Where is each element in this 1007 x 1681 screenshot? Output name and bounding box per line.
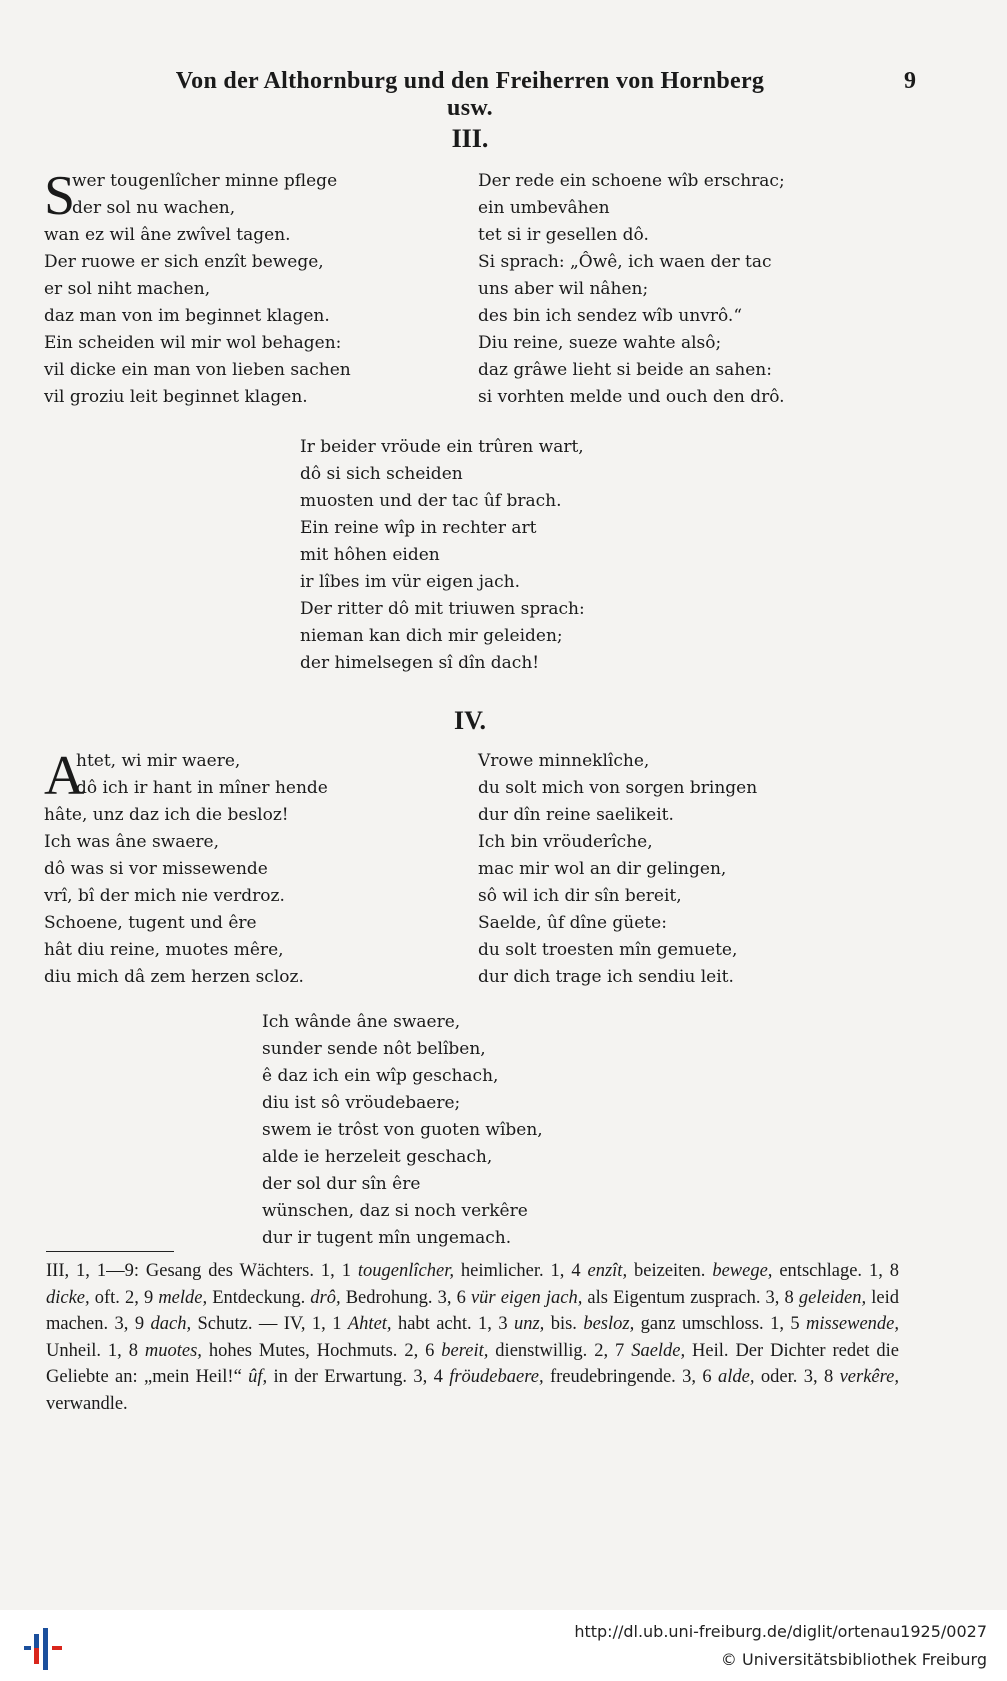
verse-line: vil groziu leit beginnet klagen.: [44, 387, 308, 407]
verse-line: nieman kan dich mir geleiden;: [300, 626, 563, 646]
stanza-iv-1: [44, 745, 328, 991]
copyright-notice: © Universitätsbibliothek Freiburg: [720, 1650, 987, 1669]
footnote-term: bereit,: [441, 1340, 489, 1361]
verse-line: Ein scheiden wil mir wol behagen:: [44, 333, 342, 353]
verse-line: dô was si vor missewende: [44, 859, 268, 879]
footnote-text: freudebringende. 3, 6: [543, 1367, 719, 1387]
footnote-text: ganz umschloss. 1, 5: [634, 1314, 806, 1334]
verse-line: du solt troesten mîn gemuete,: [478, 940, 738, 960]
footnote-text: Gesang des Wächters. 1, 1: [145, 1261, 358, 1281]
verse-line: si vorhten melde und ouch den drô.: [478, 387, 785, 407]
footnote-term: fröudebaere,: [449, 1367, 544, 1387]
footnote-text: oft. 2, 9: [89, 1287, 159, 1308]
footnote-text: Unheil. 1, 8: [46, 1340, 145, 1361]
verse-line: hât diu reine, muotes mêre,: [44, 940, 284, 960]
source-url-link[interactable]: http://dl.ub.uni-freiburg.de/diglit/ortenau1925/0027: [574, 1622, 987, 1641]
verse-line: Saelde, ûf dîne güete:: [478, 913, 667, 933]
footnote-term: unz,: [513, 1314, 545, 1334]
footnote-text: Entdeckung.: [207, 1287, 311, 1308]
footnote-term: ûf,: [248, 1367, 268, 1387]
verse-line: dur dîn reine saelikeit.: [478, 805, 674, 825]
verse-line: sô wil ich dir sîn bereit,: [478, 886, 682, 906]
verse-line: wünschen, daz si noch verkêre: [262, 1201, 528, 1221]
verse-line: ein umbevâhen: [478, 198, 610, 218]
footnote-text: Schutz. — IV, 1, 1: [191, 1314, 348, 1334]
section-heading-iii: III.: [451, 124, 489, 153]
footnote-term: dach,: [150, 1314, 192, 1334]
verse-line: tet si ir gesellen dô.: [478, 225, 649, 245]
page-number: 9: [904, 68, 916, 94]
dropcap-s: S: [44, 165, 76, 227]
footnote-text: Heil. Der Dichter redet die Geliebte an: „mein Heil!“: [46, 1340, 899, 1387]
footnote-term: muotes,: [144, 1340, 202, 1361]
verse-line: ir lîbes im vür eigen jach.: [300, 572, 521, 592]
verse-line: dur ir tugent mîn ungemach.: [262, 1228, 512, 1248]
verse-line: ê daz ich ein wîp geschach,: [262, 1066, 499, 1086]
verse-line: Vrowe minneklîche,: [478, 751, 650, 771]
stanza-iii-3: [300, 434, 585, 677]
footnote-text: dienstwillig. 2, 7: [488, 1340, 632, 1361]
stanza-iii-2: [478, 168, 785, 411]
verse-line: Der ruowe er sich enzît bewege,: [44, 252, 324, 272]
stanza-iv-2: [478, 748, 757, 991]
verse-line: dô si sich scheiden: [300, 464, 463, 484]
verse-line: htet, wi mir waere,: [76, 751, 241, 771]
footnote-text: beizeiten.: [627, 1261, 713, 1281]
library-footer: [0, 1610, 1007, 1681]
verse-line: mac mir wol an dir gelingen,: [478, 859, 727, 879]
running-title: Von der Althornburg und den Freiherren von Hornberg usw.: [175, 68, 765, 121]
verse-line: der himelsegen sî dîn dach!: [300, 653, 540, 673]
verse-line: alde ie herzeleit geschach,: [262, 1147, 493, 1167]
verse-line: mit hôhen eiden: [300, 545, 440, 565]
footnote-term: alde,: [718, 1367, 755, 1387]
verse-line: wer tougenlîcher minne pflege: [72, 171, 338, 191]
footnote-term: verkêre,: [839, 1367, 899, 1387]
footnote-term: Saelde,: [631, 1340, 686, 1361]
footnote-term: vür eigen jach,: [470, 1287, 583, 1308]
footnote-text: Bedrohung. 3, 6: [340, 1287, 471, 1308]
verse-line: uns aber wil nâhen;: [478, 279, 649, 299]
footnote-text: leid machen. 3, 9: [46, 1287, 899, 1334]
footnote-text: oder. 3, 8: [754, 1367, 840, 1387]
verse-line: daz man von im beginnet klagen.: [44, 306, 330, 326]
verse-line: du solt mich von sorgen bringen: [478, 778, 758, 798]
verse-line: Ich bin vröuderîche,: [478, 832, 653, 852]
verse-line: diu mich dâ zem herzen scloz.: [44, 967, 304, 987]
footnote-term: Ahtet,: [347, 1314, 392, 1334]
verse-line: des bin ich sendez wîb unvrô.“: [478, 306, 743, 326]
verse-line: muosten und der tac ûf brach.: [300, 491, 562, 511]
footnote-text: III, 1, 1—9:: [46, 1261, 146, 1281]
verse-line: Ir beider vröude ein trûren wart,: [300, 437, 584, 457]
verse-line: Der rede ein schoene wîb erschrac;: [478, 171, 785, 191]
footnote-text: habt acht. 1, 3: [391, 1314, 514, 1334]
footnote-text: hohes Mutes, Hochmuts. 2, 6: [201, 1340, 442, 1361]
verse-line: Der ritter dô mit triuwen sprach:: [300, 599, 585, 619]
verse-line: Ich wânde âne swaere,: [262, 1012, 461, 1032]
stanza-iii-1: [44, 165, 351, 411]
verse-line: der sol dur sîn êre: [262, 1174, 421, 1194]
verse-line: vil dicke ein man von lieben sachen: [44, 360, 351, 380]
footnote-text: heimlicher. 1, 4: [453, 1261, 588, 1281]
ub-freiburg-logo-icon: [22, 1628, 64, 1670]
footnote-term: melde,: [158, 1287, 208, 1308]
footnote-text: bis.: [544, 1314, 584, 1334]
verse-line: Diu reine, sueze wahte alsô;: [478, 333, 722, 353]
verse-line: diu ist sô vröudebaere;: [262, 1093, 461, 1113]
verse-line: er sol niht machen,: [44, 279, 211, 299]
footnote-text: entschlage. 1, 8: [772, 1261, 900, 1281]
footnote-term: dicke,: [46, 1287, 90, 1308]
footnote-text: in der Erwartung. 3, 4: [267, 1367, 450, 1387]
footnote-rule: [46, 1251, 174, 1252]
footnote-term: drô,: [310, 1287, 341, 1308]
verse-line: sunder sende nôt belîben,: [262, 1039, 486, 1059]
verse-line: vrî, bî der mich nie verdroz.: [44, 886, 285, 906]
verse-line: dur dich trage ich sendiu leit.: [478, 967, 734, 987]
footnotes: [46, 1258, 899, 1417]
footnote-term: besloz,: [583, 1314, 635, 1334]
verse-line: wan ez wil âne zwîvel tagen.: [44, 225, 291, 245]
verse-line: Ein reine wîp in rechter art: [300, 518, 537, 538]
footnote-term: geleiden,: [798, 1287, 867, 1308]
footnote-term: tougenlîcher,: [357, 1261, 454, 1281]
footnote-term: enzît,: [587, 1261, 628, 1281]
stanza-iv-3: [262, 1009, 543, 1252]
verse-line: Schoene, tugent und êre: [44, 913, 257, 933]
verse-line: Ich was âne swaere,: [44, 832, 220, 852]
verse-line: dô ich ir hant in mîner hende: [76, 778, 328, 798]
verse-line: der sol nu wachen,: [72, 198, 236, 218]
footnote-text: verwandle.: [46, 1393, 128, 1414]
footnote-text: als Eigentum zusprach. 3, 8: [582, 1287, 799, 1308]
footnote-term: missewende,: [806, 1314, 899, 1334]
verse-line: daz grâwe lieht si beide an sahen:: [478, 360, 772, 380]
footnote-term: bewege,: [712, 1261, 773, 1281]
verse-line: hâte, unz daz ich die besloz!: [44, 805, 289, 825]
dropcap-a: A: [44, 745, 85, 807]
section-heading-iv: IV.: [453, 706, 487, 735]
verse-line: swem ie trôst von guoten wîben,: [262, 1120, 543, 1140]
verse-line: Si sprach: „Ôwê, ich waen der tac: [478, 252, 772, 272]
